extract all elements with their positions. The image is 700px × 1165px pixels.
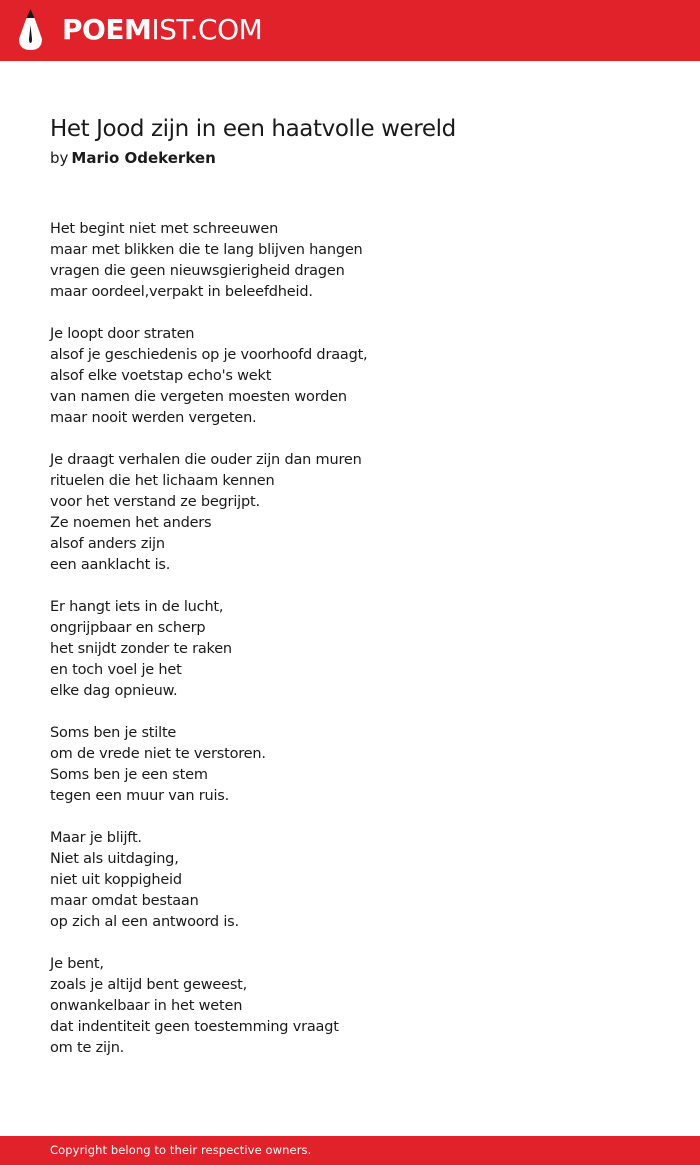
site-header — [0, 0, 700, 61]
poem-line: voor het verstand ze begrijpt. — [50, 494, 260, 510]
poem-line: dat indentiteit geen toestemming vraagt — [50, 1019, 339, 1035]
poem-line: Niet als uitdaging, — [50, 851, 179, 867]
site-logo-link[interactable] — [18, 9, 262, 51]
poem-line: vragen die geen nieuwsgierigheid dragen — [50, 263, 345, 279]
poem-line: op zich al een antwoord is. — [50, 914, 239, 930]
byline-label: by — [50, 149, 69, 167]
pencil-icon — [18, 9, 43, 51]
poem-line: van namen die vergeten moesten worden — [50, 389, 347, 405]
poem-line: Het begint niet met schreeuwen — [50, 221, 279, 237]
poem-line: om te zijn. — [50, 1040, 125, 1056]
poem-line: Je loopt door straten — [50, 326, 195, 342]
poem-line: alsof anders zijn — [50, 536, 165, 552]
poem-stanza — [50, 723, 367, 807]
poem-line: elke dag opnieuw. — [50, 683, 178, 699]
author-name: Mario Odekerken — [71, 149, 216, 167]
poem-line: het snijdt zonder te raken — [50, 641, 232, 657]
poem-body — [50, 219, 367, 1080]
poem-line: niet uit koppigheid — [50, 872, 182, 888]
poem-line: maar met blikken die te lang blijven hangen — [50, 242, 363, 258]
poem-line: maar omdat bestaan — [50, 893, 199, 909]
poem-line: en toch voel je het — [50, 662, 182, 678]
poem-line: rituelen die het lichaam kennen — [50, 473, 275, 489]
poem-stanza — [50, 828, 367, 933]
poem-line: een aanklacht is. — [50, 557, 171, 573]
poem-line: Er hangt iets in de lucht, — [50, 599, 224, 615]
poem-stanza — [50, 324, 367, 429]
poem-title: Het Jood zijn in een haatvolle wereld — [50, 116, 456, 142]
poem-line: tegen een muur van ruis. — [50, 788, 230, 804]
site-footer — [0, 1136, 700, 1165]
byline — [50, 149, 216, 167]
poem-line: om de vrede niet te verstoren. — [50, 746, 266, 762]
poem-stanza — [50, 219, 367, 303]
poem-line: Maar je blijft. — [50, 830, 142, 846]
poem-line: maar oordeel,verpakt in beleefdheid. — [50, 284, 313, 300]
poem-line: Soms ben je stilte — [50, 725, 177, 741]
poem-line: Ze noemen het anders — [50, 515, 212, 531]
poem-line: alsof elke voetstap echo's wekt — [50, 368, 272, 384]
poem-line: maar nooit werden vergeten. — [50, 410, 257, 426]
logo-text-strong: POEM — [62, 13, 152, 46]
copyright-text: Copyright belong to their respective owners. — [50, 1143, 312, 1157]
poem-line: Soms ben je een stem — [50, 767, 208, 783]
poem-line: onwankelbaar in het weten — [50, 998, 243, 1014]
poem-line: zoals je altijd bent geweest, — [50, 977, 248, 993]
poem-stanza — [50, 597, 367, 702]
poem-stanza — [50, 954, 367, 1059]
logo-text — [62, 13, 263, 46]
logo-text-light: IST.COM — [151, 13, 263, 46]
poem-line: alsof je geschiedenis op je voorhoofd draagt, — [50, 347, 368, 363]
poem-line: Je draagt verhalen die ouder zijn dan muren — [50, 452, 362, 468]
poem-line: Je bent, — [50, 956, 104, 972]
poem-stanza — [50, 450, 367, 576]
poem-line: ongrijpbaar en scherp — [50, 620, 206, 636]
